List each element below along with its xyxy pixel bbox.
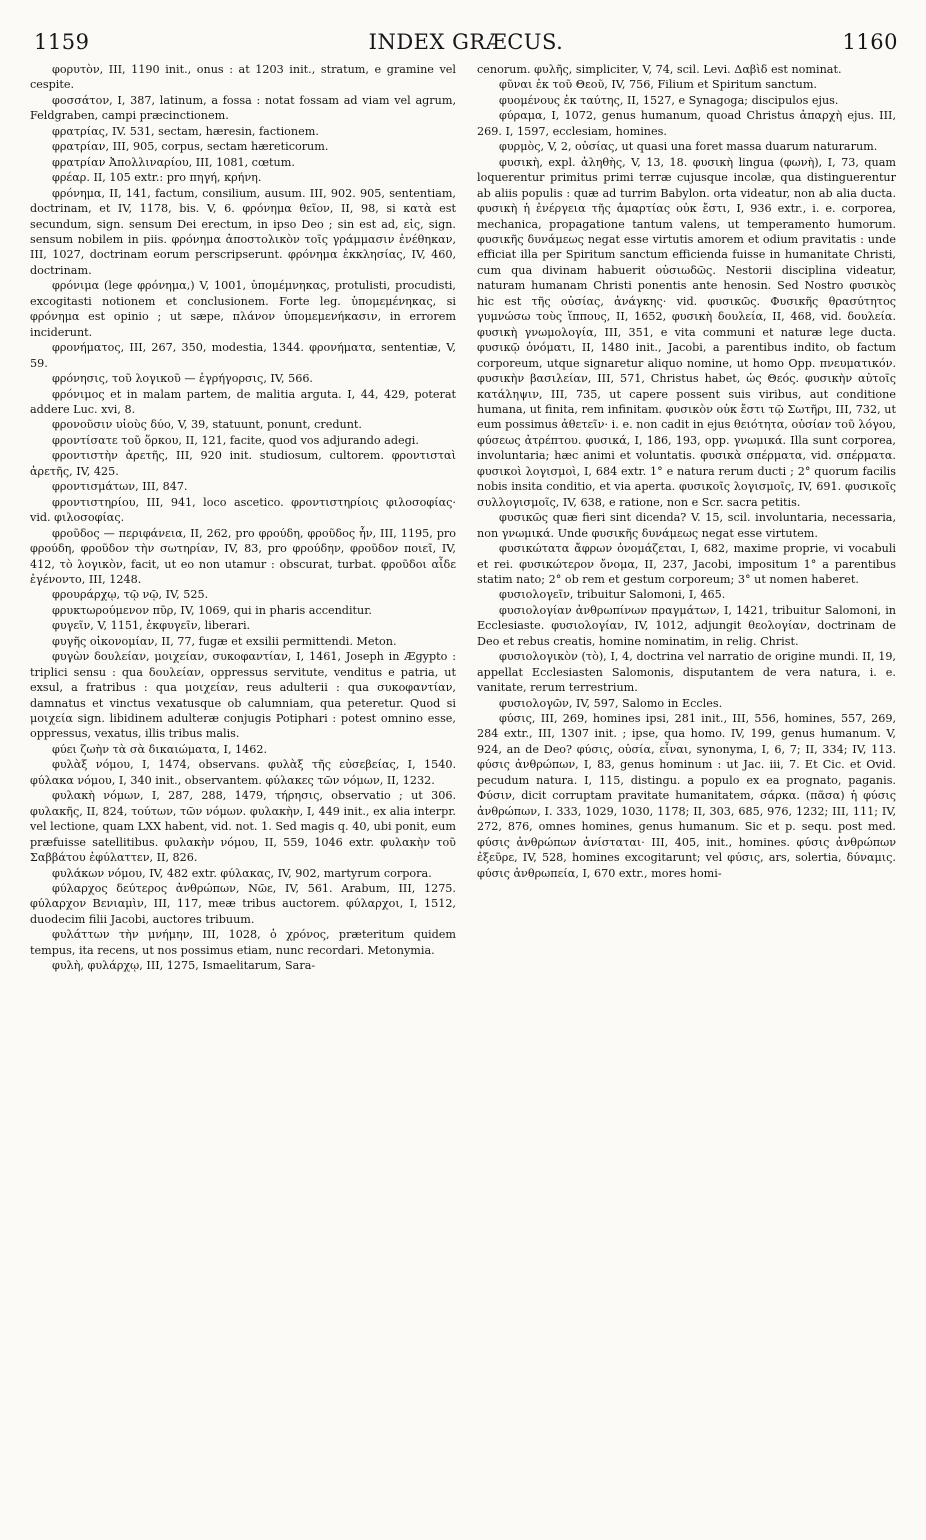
index-entry: φρατρίαν Ἀπολλιναρίου, III, 1081, cœtum. [52,155,295,169]
index-entry: φυσικῶς quæ fieri sint dicenda? V. 15, scil. involuntaria, necessaria, non γνωμικά. Unde φυσικῆς δυνάμεως negat esse virtutem. [477,511,896,540]
index-entry: φοσσάτον, I, 387, latinum, a fossa : notat fossam ad viam vel agrum, Feldgraben, campi præcinctionem. [30,93,456,123]
index-entry: φρονήματος, III, 267, 350, modestia, 1344. φρονήματα, sententiæ, V, 59. [30,341,456,370]
index-entry: φροντιστηρίου, III, 941, loco ascetico. φροντιστηρίοις φιλοσοφίας· vid. φιλοσοφίας. [30,495,456,525]
index-entry: φρουράρχῳ, τῷ νῷ, IV, 525. [52,588,209,602]
index-entry: φροῦδος — περιφάνεια, II, 262, pro φρούδη, φροῦδος ἦν, III, 1195, pro φρούδη, φροῦδον τὴν σωτηρίαν, IV, 83, pro φρούδην, φροῦδον ποιεῖ, IV, 412, τὸ λογικὸν, facit, ut eo non utamur : obscurat, turbat. φροῦδοι αἶδε ἐγένοντο, III, 1248. [30,526,456,586]
index-entry: φυσιολογεῖν, tribuitur Salomoni, I, 465. [499,588,726,602]
index-entry: φυλὴ, φυλάρχῳ, III, 1275, Ismaelitarum, Sara- [52,959,316,973]
index-entry: φύσις, III, 269, homines ipsi, 281 init., III, 556, homines, 557, 269, 284 extr., III, 1307 init. ; ipse, qua homo. IV, 199, genus humanum. V, 924, an de Deo? φύσις, οὐσία, εἶναι, synonyma, I, 6, 7; II, 334; IV, 113. φύσις ἀνθρώπων, I, 83, genus hominum : ut Jac. iii, 7. Et Cic. et Ovid. pecudum natura. I, 115, distingu. a populo ex ea prognato, paganis. Φύσιν, dicit corruptam pravitate humanitatem, σάρκα. (πᾶσα) ἡ φύσις ἀνθρώπων, I. 333, 1029, 1030, 1178; II, 303, 685, 976, 1232; III, 111; IV, 272, 876, omnes homines, genus humanum. Sic et p. sequ. post med. φύσις ἀνθρώπων ἀνίσταται· III, 405, init., homines. φύσις ἀνθρώπων ἐξεῦρε, IV, 528, homines excogitarunt; vel φύσις, ars, solertia, δύναμις. φύσις ἀνθρωπεία, I, 670 extr., mores homi- [477,712,896,880]
index-entry: φυσικὴ, expl. ἀληθὴς, V, 13, 18. φυσικὴ lingua (φωνὴ), I, 73, quam loquerentur primitus primi terræ cujusque incolæ, qua distinguerentur ab aliis populis : quæ ad turrim Babylon. orta videatur, non ab alia ducta. φυσικὴ ἡ ἐνέργεια τῆς ἁμαρτίας οὐκ ἔστι, I, 936 extr., i. e. corporea, mechanica, propagatione tantum valens, ut temperamento humorum. φυσικῆς δυνάμεως negat esse virtutis amorem et odium pravitatis : unde efficiat illa per Spiritum sanctum efficienda fuisse in humanitate Christi, cum qua divinam habuerit οὐσιωδῶς. Nestorii disciplina videatur, naturam humanam Christi ponentis ante henosin. Sed Nostro φυσικὸς hic est τῆς οὐσίας, ἀνάγκης· vid. φυσικῶς. Φυσικῆς θρασύτητος γυμνώσω τοὺς ἵππους, II, 1652, φυσικὴ δουλεία, II, 468, vid. δουλεία. φυσικὴ γνωμολογία, III, 351, e vita communi et naturæ lege ducta. φυσικῷ ὀνόματι, II, 1480 init., Jacobi, a parentibus indito, ob factum corporeum, utque signaretur aliquo nomine, ut homo Opp. πνευματικόν. φυσικὴν βασιλείαν, III, 571, Christus habet, ὡς Θεός. φυσικὴν αὐτοῖς κατάληψιν, III, 735, ut capere possent suis viribus, aut conditione humana, ut finita, rem infinitam. φυσικὸν οὐκ ἔστι τῷ Σωτῆρι, III, 732, ut eum possimus ἀθετεῖν· i. e. non cadit in ejus θειότητα, οὐσίαν τοῦ λόγου, φύσεως ἀτρέπτου. φυσικά, I, 186, 193, opp. γνωμικά. Illa sunt corporea, involuntaria; hæc animi et voluntatis. φυσικὰ σπέρματα, vid. σπέρματα. φυσικοὶ λογισμοὶ, I, 684 extr. 1° e natura rerum ducti ; 2° quorum facilis nobis insita conditio, et via aperta. φυσικοῖς λογισμοῖς, IV, 691. φυσικοῖς συλλογισμοῖς, IV, 638, e ratione, non e Scr. sacra petitis. [477,155,896,509]
index-entry: φυγὼν δουλείαν, μοιχείαν, συκοφαντίαν, I, 1461, Joseph in Ægypto : triplici sensu : qua δουλείαν, oppressus servitute, venditus e patria, ut exsul, a fratribus : qua μοιχείαν, reus adulterii : qua συκοφαντίαν, damnatus et vinctus vexatusque ob calumniam, qua peteretur. Quod si μοιχεία sign. libidinem adulteræ conjugis Potiphari : potest omnino esse, oppressus, vexatus, illis tribus malis. [30,650,456,741]
index-entry: φύλαρχος δεύτερος ἀνθρώπων, Νῶε, IV, 561. Arabum, III, 1275. φύλαρχον Βενιαμὶν, III, 117, meæ tribus auctorem. φύλαρχοι, I, 1512, duodecim filii Jacobi, auctores tribuum. [30,882,456,926]
index-entry: φρυκτωρούμενον πῦρ, IV, 1069, qui in pharis accenditur. [52,603,372,617]
page-title: INDEX GRÆCUS. [368,30,564,54]
index-entry: φυλὰξ νόμου, I, 1474, observans. φυλὰξ τῆς εὐσεβείας, I, 1540. φύλακα νόμου, I, 340 init., observantem. φύλακες τῶν νόμων, II, 1232. [30,758,456,787]
index-entry: φυσιολογίαν ἀνθρωπίνων πραγμάτων, I, 1421, tribuitur Salomoni, in Ecclesiaste. φυσιολογίαν, IV, 1012, adjungit θεολογίαν, doctrinam de Deo et rebus creatis, homine nominatim, in relig. Christ. [477,603,896,648]
left-column [30,62,456,974]
left-page-number: 1159 [34,30,90,54]
index-entry: φυλάττων τὴν μνήμην, III, 1028, ὁ χρόνος, præteritum quidem tempus, ita recens, ut nos possimus etiam, nunc recordari. Metonymia. [30,928,456,957]
index-entry: φρατρίας, IV. 531, sectam, hæresin, factionem. [52,124,319,138]
index-entry: φυγῆς οἰκονομίαν, II, 77, fugæ et exsilii permittendi. Meton. [52,634,397,648]
index-entry: φυσιολογικὸν (τὸ), I, 4, doctrina vel narratio de origine mundi. II, 19, appellat Ecclesiasten Salomonis, disputantem de vera natura, i. e. vanitate, rerum terrestrium. [477,650,896,695]
index-entry: φορυτὸν, III, 1190 init., onus : at 1203 init., stratum, e gramine vel cespite. [30,63,456,92]
page-header [34,30,898,60]
index-entry: φυλακὴ νόμων, I, 287, 288, 1479, τήρησις, observatio ; ut 306. φυλακῆς, II, 824, τούτων, τῶν νόμων. φυλακὴν, I, 449 init., ex alia interpr. vel lectione, quam LXX habent, vid. not. 1. Sed magis q. 40, ubi ponit, eum præfuisse satellitibus. φυλακὴν νόμου, II, 559, 1046 extr. φυλακὴν τοῦ Σαββάτου ἐφύλαττεν, II, 826. [30,789,456,865]
index-entry: φύραμα, I, 1072, genus humanum, quoad Christus ἀπαρχὴ ejus. III, 269. I, 1597, ecclesiam, homines. [477,109,896,138]
index-entry: φροντίσατε τοῦ ὅρκου, II, 121, facite, quod vos adjurando adegi. [52,433,419,447]
index-entry: φρόνημα, II, 141, factum, consilium, ausum. III, 902. 905, sententiam, doctrinam, et IV, 1178, bis. V, 6. φρόνημα θεῖον, II, 98, si κατὰ est secundum, sign. sensum Dei erectum, in ipso Deo ; sin est ad, εἰς, sign. sensum nobilem in piis. φρόνημα ἀποστολικὸν τοῖς γράμμασιν ἐνέθηκαν, III, 1027, doctrinam eorum perscripserunt. φρόνημα ἐκκλησίας, IV, 460, doctrinam. [30,186,456,277]
index-entry: φρονοῦσιν υἱοὺς δύο, V, 39, statuunt, ponunt, credunt. [52,418,362,432]
index-entry: cenorum. φυλῆς, simpliciter, V, 74, scil. Levi. Δαβὶδ est nominat. [477,63,842,76]
right-column [477,62,896,881]
index-entry: φρέαρ. II, 105 extr.: pro πηγή, κρήνη. [52,171,262,185]
index-entry: φρόνησις, τοῦ λογικοῦ — ἐγρήγορσις, IV, 566. [52,372,313,386]
index-entry: φρόνιμα (lege φρόνημα,) V, 1001, ὑπομέμνηκας, protulisti, procudisti, excogitasti notionem et conclusionem. Forte leg. ὑπομεμένηκας, si φρόνημα est opinio ; ut sæpe, πλάνον ὑπομεμενήκασιν, in errorem inciderunt. [30,279,456,339]
index-entry: φροντισμάτων, III, 847. [52,480,188,494]
index-entry: φυλάκων νόμου, IV, 482 extr. φύλακας, IV, 902, martyrum corpora. [52,866,432,880]
index-entry: φυγεῖν, V, 1151, ἐκφυγεῖν, liberari. [52,619,251,633]
index-entry: φυρμὸς, V, 2, οὐσίας, ut quasi una foret massa duarum naturarum. [499,140,878,154]
index-entry: φροντιστὴν ἀρετῆς, III, 920 init. studiosum, cultorem. φροντισταὶ ἀρετῆς, IV, 425. [30,449,456,478]
index-entry: φρόνιμος et in malam partem, de malitia arguta. I, 44, 429, poterat addere Luc. xvi, 8. [30,387,456,416]
index-entry: φυσιολογῶν, IV, 597, Salomo in Eccles. [499,696,723,710]
index-entry: φρατρίαν, III, 905, corpus, sectam hæreticorum. [52,140,329,154]
index-entry: φῦναι ἐκ τοῦ Θεοῦ, IV, 756, Filium et Spiritum sanctum. [499,78,817,92]
index-entry: φυομένους ἐκ ταύτης, II, 1527, e Synagoga; discipulos ejus. [499,93,839,107]
index-entry: φύει ζωὴν τὰ σὰ δικαιώματα, I, 1462. [52,742,268,756]
index-entry: φυσικώτατα ἄφρων ὀνομάζεται, I, 682, maxime proprie, vi vocabuli et rei. φυσικώτερον ὄνομα, II, 237, Jacobi, impositum 1° a parentibus statim nato; 2° ob rem et gestum corporeum; 3° ut nomen haberet. [477,542,896,586]
right-page-number: 1160 [842,30,898,54]
